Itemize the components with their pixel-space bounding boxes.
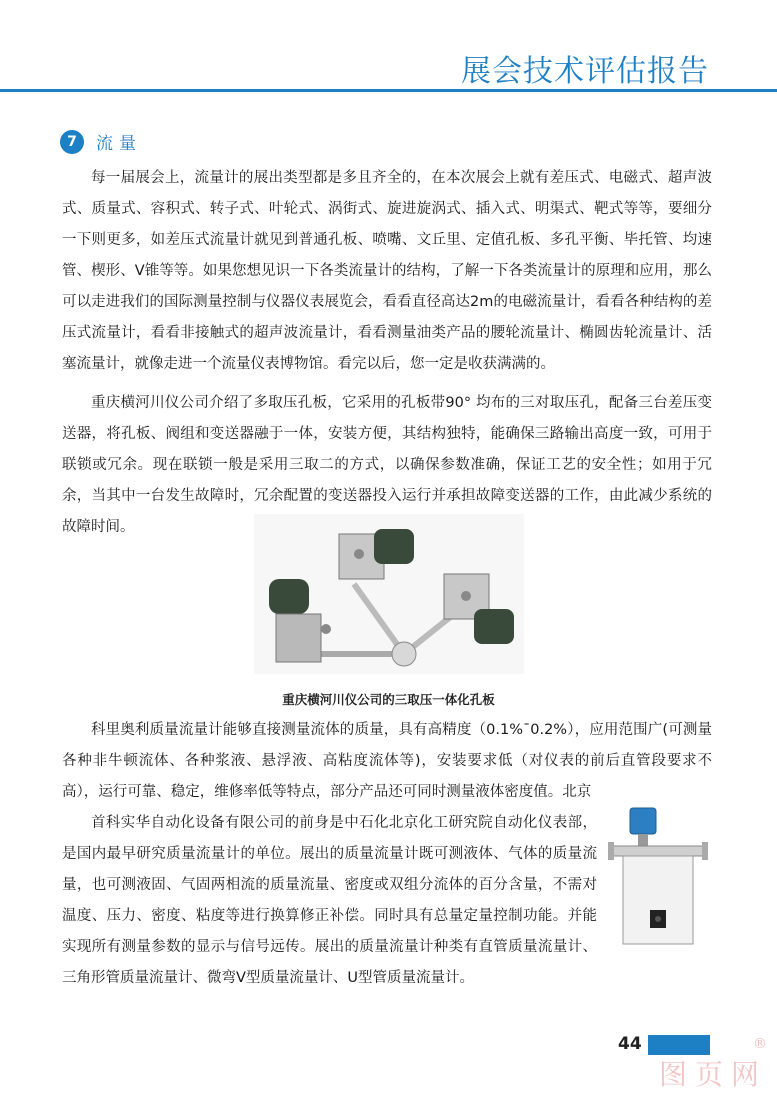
- registered-mark: ®: [753, 1036, 767, 1052]
- section-number-badge: 7: [60, 130, 84, 154]
- watermark: 图页网: [658, 1058, 767, 1091]
- paragraph-flowmeter-types: 每一届展会上，流量计的展出类型都是多且齐全的，在本次展会上就有差压式、电磁式、超声波式、质量式、容积式、转子式、叶轮式、涡街式、旋进旋涡式、插入式、明渠式、靶式等等，要细分一下则更多，如差压式流量计就见到普通孔板、喷嘴、文丘里、定值孔板、多孔平衡、毕托管、均速管、楔形、V锥等等。如果您想见识一下各类流量计的结构，了解一下各类流量计的原理和应用，那么可以走进我们的国际测量控制与仪器仪表展览会，看看直径高达2m的电磁流量计，看看各种结构的差压式流量计，看看非接触式的超声波流量计，看看测量油类产品的腰轮流量计、椭圆齿轮流量计、活塞流量计，就像走进一个流量仪表博物馆。看完以后，您一定是收获满满的。: [62, 170, 712, 372]
- paragraph-coriolis-narrow: 首科实华自动化设备有限公司的前身是中石化北京化工研究院自动化仪表部，是国内最早研究质量流量计的单位。展出的质量流量计既可测液体、气体的质量流量，也可测液固、气固两相流的质量流量、密度或双组分流体的百分含量，不需对温度、压力、密度、粘度等进行换算修正补偿。同时具有总量定量控制功能。并能实现所有测量参数的显示与信号远传。展出的质量流量计种类有直管质量流量计、三角形管质量流量计、微弯V型质量流量计、U型管质量流量计。: [62, 815, 597, 986]
- paragraph-coriolis-wide: 科里奥利质量流量计能够直接测量流体的质量，具有高精度（0.1%¯0.2%），应用范围广(可测量各种非牛顿流体、各种浆液、悬浮液、高粘度流体等)，安装要求低（对仪表的前后直管段要求不高），运行可靠、稳定，维修率低等特点，部分产品还可同时测量液体密度值。北京: [62, 722, 712, 800]
- header-rule: [0, 89, 777, 92]
- section-title: 流量: [96, 134, 142, 154]
- orifice-plate-photo: [254, 514, 524, 674]
- report-title: 展会技术评估报告: [461, 54, 709, 89]
- paragraph-orifice-plate: 重庆横河川仪公司介绍了多取压孔板，它采用的孔板带90° 均布的三对取压孔，配备三台差压变送器，将孔板、阀组和变送器融于一体，安装方便，其结构独特，能确保三路输出高度一致，可用于联锁或冗余。现在联锁一般是采用三取二的方式，以确保参数准确，保证工艺的安全性；如用于冗余，当其中一台发生故障时，冗余配置的变送器投入运行并承担故障变送器的工作，由此减少系统的故障时间。: [62, 395, 712, 535]
- mass-flowmeter-photo: [608, 800, 708, 950]
- page-number: 44: [618, 1034, 642, 1054]
- photo-caption: 重庆横河川仪公司的三取压一体化孔板: [282, 692, 495, 707]
- page-number-bar: [648, 1035, 710, 1055]
